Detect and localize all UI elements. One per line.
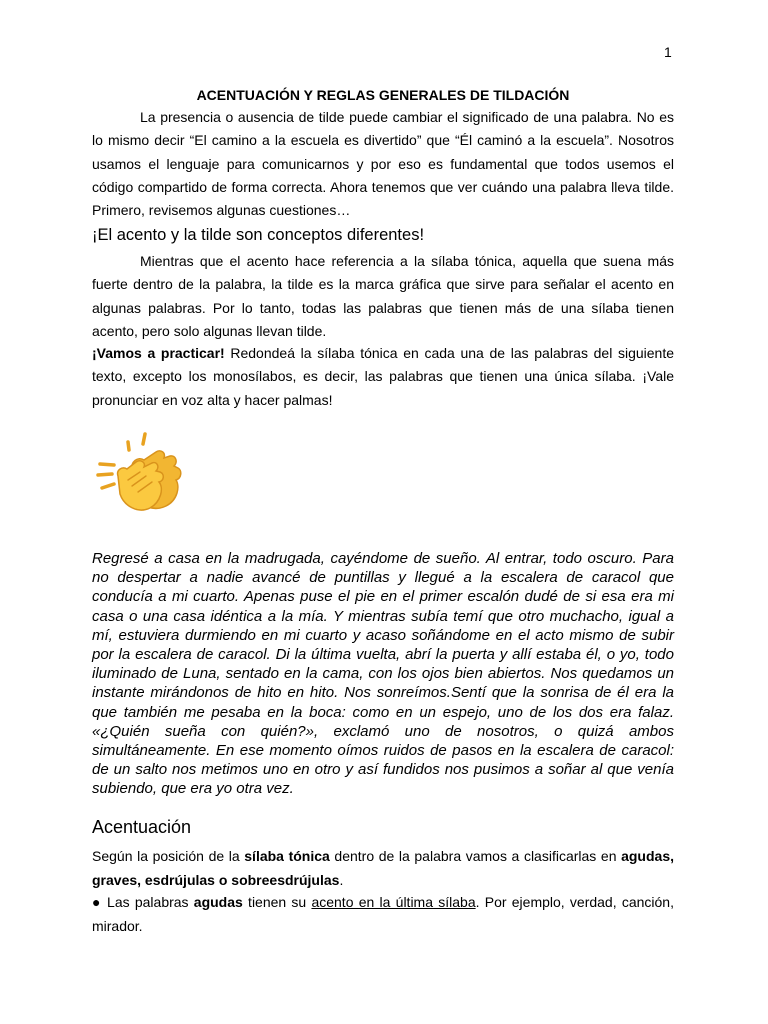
- agudas-text-3: . Por ejemplo, verdad, canción, mirador.: [92, 894, 674, 934]
- section-heading-acentuacion: Acentuación: [92, 817, 192, 837]
- classification-paragraph: [92, 845, 674, 892]
- page-number: 1: [664, 44, 672, 60]
- agudas-paragraph: [92, 891, 674, 938]
- intro-paragraph: La presencia o ausencia de tilde puede cambiar el significado de una palabra. No es lo mismo decir “El camino a la escuela es divertido” que “Él caminó a la escuela”. Nosotros usamos el lenguaje para comunicarnos y por eso es fundamental que todos usemos el código compartido de forma correcta. Ahora tenemos que ver cuándo una palabra lleva tilde. Primero, revisemos algunas cuestiones…: [92, 109, 674, 219]
- subheading: ¡El acento y la tilde son conceptos diferentes!: [92, 226, 425, 244]
- classification-bold-2: agudas, graves, esdrújulas o sobreesdrújulas: [92, 848, 674, 888]
- classification-text-1: Según la posición de la: [92, 848, 245, 864]
- bullet-icon: ●: [92, 894, 102, 910]
- story-text: Regresé a casa en la madrugada, cayéndome de sueño. Al entrar, todo oscuro. Para no despertar a nadie avancé de puntillas y llegué a la escalera de caracol que conducía a mi cuarto. Apenas puse el pie en el primer escalón dudé de si esa era mi casa o una casa idéntica a la mía. Y mientras subía temí que otro muchacho, igual a mí, estuviera durmiendo en mi cuarto y acaso soñándome en el acto mismo de subir por la escalera de caracol. Di la última vuelta, abrí la puerta y allí estaba él, o yo, todo iluminado de Luna, sentado en la cama, con los ojos bien abiertos. Nos quedamos un instante mirándonos de hito en hito. Nos sonreímos.Sentí que la sonrisa de él era la que también me pesaba en la boca: como en un espejo, uno de los dos era falaz. «¿Quién sueña con quién?», exclamó uno de nosotros, o quizá ambos simultáneamente. En ese momento oímos ruidos de pasos en la escalera de caracol: de un salto nos metimos uno en otro y así fundidos nos pusimos a soñar al que venía subiendo, que era yo otra vez.: [92, 550, 674, 798]
- accent-explanation-paragraph: Mientras que el acento hace referencia a la sílaba tónica, aquella que suena más fuerte dentro de la palabra, la tilde es la marca gráfica que sirve para señalar el acento en algunas palabras. Por lo tanto, todas las palabras que tienen más de una sílaba tienen acento, pero solo algunas llevan tilde.: [92, 253, 674, 339]
- agudas-text-1: Las palabras: [101, 894, 194, 910]
- classification-bold-1: sílaba tónica: [244, 848, 330, 864]
- classification-text-2: dentro de la palabra vamos a clasificarlas en: [329, 848, 622, 864]
- agudas-bold: agudas: [193, 894, 243, 910]
- practice-label: ¡Vamos a practicar!: [92, 345, 225, 361]
- clapping-hands-icon: [94, 430, 186, 512]
- agudas-text-2: tienen su: [242, 894, 312, 910]
- document-title: ACENTUACIÓN Y REGLAS GENERALES DE TILDACIÓN: [196, 87, 570, 103]
- practice-text: Redondeá la sílaba tónica en cada una de las palabras del siguiente texto, excepto los monosílabos, es decir, las palabras que tienen una única sílaba. ¡Vale pronunciar en voz alta y hacer palmas!: [92, 345, 675, 408]
- classification-text-3: .: [339, 871, 344, 888]
- practice-paragraph: [92, 342, 674, 412]
- agudas-underlined: acento en la última sílaba: [311, 894, 476, 910]
